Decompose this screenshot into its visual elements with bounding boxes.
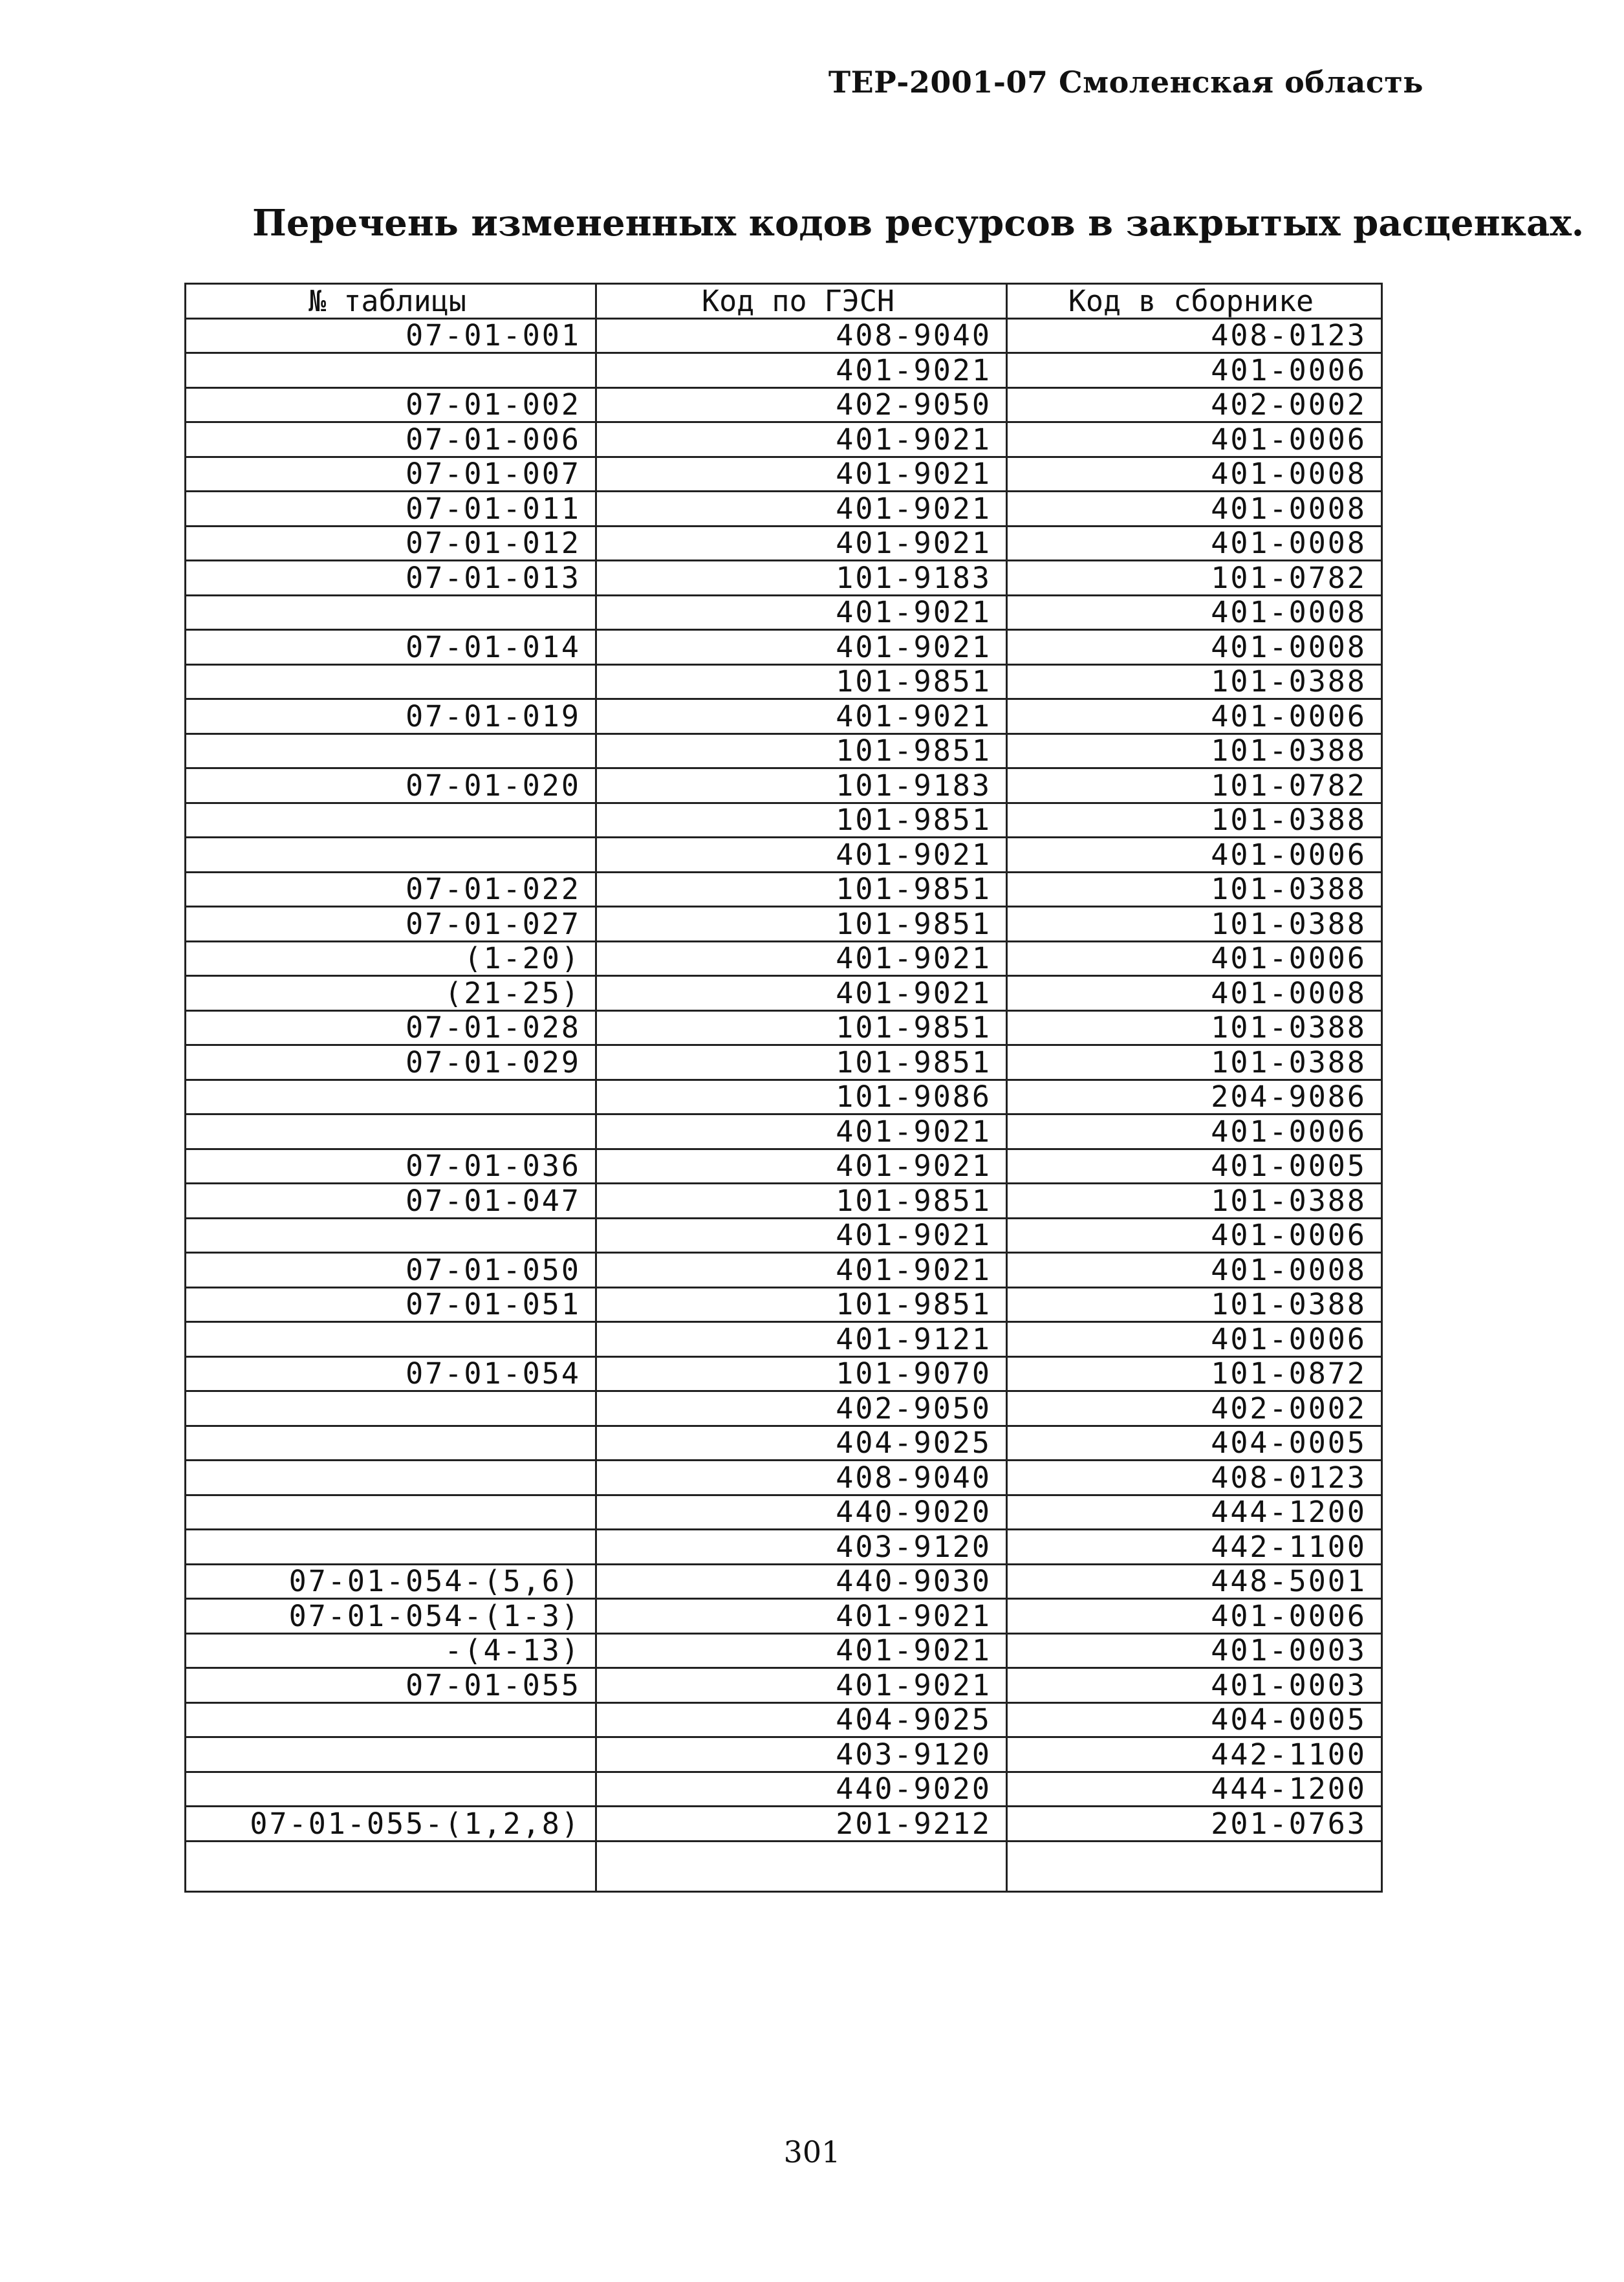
table-number-cell bbox=[186, 1322, 596, 1357]
table-number-cell bbox=[186, 803, 596, 838]
table-row bbox=[186, 699, 1382, 734]
gesn-code-cell: 401-9021 bbox=[596, 838, 1007, 873]
column-header-table-number: № таблицы bbox=[186, 284, 596, 319]
table-number-cell bbox=[186, 1461, 596, 1495]
empty-cell bbox=[1007, 1841, 1382, 1891]
table-number-cell bbox=[186, 1495, 596, 1530]
collection-code-cell: 101-0388 bbox=[1007, 1287, 1382, 1322]
table-row bbox=[186, 1045, 1382, 1080]
table-number-cell: 07-01-012 bbox=[186, 526, 596, 561]
collection-code-cell: 204-9086 bbox=[1007, 1080, 1382, 1114]
collection-code-cell: 401-0008 bbox=[1007, 457, 1382, 492]
table-number-cell: 07-01-055-(1,2,8) bbox=[186, 1807, 596, 1842]
gesn-code-cell: 401-9021 bbox=[596, 976, 1007, 1011]
gesn-code-cell: 401-9021 bbox=[596, 1253, 1007, 1288]
collection-code-cell: 401-0008 bbox=[1007, 492, 1382, 527]
table-number-cell bbox=[186, 734, 596, 768]
table-number-cell: 07-01-001 bbox=[186, 318, 596, 353]
collection-code-cell: 442-1100 bbox=[1007, 1530, 1382, 1565]
table-row bbox=[186, 1702, 1382, 1737]
table-number-cell: 07-01-002 bbox=[186, 387, 596, 422]
gesn-code-cell: 401-9021 bbox=[596, 1114, 1007, 1149]
column-header-gesn-code: Код по ГЭСН bbox=[596, 284, 1007, 319]
gesn-code-cell: 401-9021 bbox=[596, 1149, 1007, 1184]
table-row bbox=[186, 803, 1382, 838]
gesn-code-cell: 404-9025 bbox=[596, 1702, 1007, 1737]
collection-code-cell: 401-0005 bbox=[1007, 1149, 1382, 1184]
table-row bbox=[186, 422, 1382, 457]
table-row bbox=[186, 1807, 1382, 1842]
table-number-cell bbox=[186, 1426, 596, 1461]
gesn-code-cell: 101-9851 bbox=[596, 664, 1007, 699]
table-row bbox=[186, 664, 1382, 699]
collection-code-cell: 401-0003 bbox=[1007, 1633, 1382, 1668]
gesn-code-cell: 101-9851 bbox=[596, 907, 1007, 942]
table-row bbox=[186, 595, 1382, 630]
gesn-code-cell: 401-9021 bbox=[596, 422, 1007, 457]
table-number-cell bbox=[186, 1391, 596, 1426]
collection-code-cell: 401-0006 bbox=[1007, 422, 1382, 457]
collection-code-cell: 401-0003 bbox=[1007, 1668, 1382, 1703]
table-row bbox=[186, 1010, 1382, 1045]
table-row bbox=[186, 1564, 1382, 1599]
table-row bbox=[186, 941, 1382, 976]
table-row bbox=[186, 907, 1382, 942]
table-number-cell: 07-01-054 bbox=[186, 1356, 596, 1391]
collection-code-cell: 101-0782 bbox=[1007, 561, 1382, 596]
collection-code-cell: 101-0388 bbox=[1007, 803, 1382, 838]
table-row bbox=[186, 872, 1382, 907]
table-row bbox=[186, 526, 1382, 561]
table-row bbox=[186, 1668, 1382, 1703]
table-number-cell bbox=[186, 1218, 596, 1253]
gesn-code-cell: 101-9851 bbox=[596, 1184, 1007, 1219]
gesn-code-cell: 201-9212 bbox=[596, 1807, 1007, 1842]
table-row bbox=[186, 1737, 1382, 1772]
gesn-code-cell: 408-9040 bbox=[596, 318, 1007, 353]
table-number-cell bbox=[186, 1702, 596, 1737]
table-row bbox=[186, 1184, 1382, 1219]
collection-code-cell: 401-0008 bbox=[1007, 630, 1382, 665]
gesn-code-cell: 401-9021 bbox=[596, 457, 1007, 492]
table-header-row bbox=[186, 284, 1382, 319]
gesn-code-cell: 440-9030 bbox=[596, 1564, 1007, 1599]
table-row bbox=[186, 1599, 1382, 1634]
collection-code-cell: 401-0006 bbox=[1007, 941, 1382, 976]
collection-code-cell: 401-0006 bbox=[1007, 838, 1382, 873]
table-row bbox=[186, 1114, 1382, 1149]
table-number-cell: 07-01-036 bbox=[186, 1149, 596, 1184]
gesn-code-cell: 408-9040 bbox=[596, 1461, 1007, 1495]
collection-code-cell: 401-0006 bbox=[1007, 1114, 1382, 1149]
table-number-cell: 07-01-013 bbox=[186, 561, 596, 596]
collection-code-cell: 444-1200 bbox=[1007, 1495, 1382, 1530]
column-header-collection-code: Код в сборнике bbox=[1007, 284, 1382, 319]
gesn-code-cell: 401-9021 bbox=[596, 492, 1007, 527]
gesn-code-cell: 403-9120 bbox=[596, 1737, 1007, 1772]
gesn-code-cell: 101-9070 bbox=[596, 1356, 1007, 1391]
gesn-code-cell: 401-9021 bbox=[596, 1218, 1007, 1253]
gesn-code-cell: 101-9851 bbox=[596, 1010, 1007, 1045]
table-row bbox=[186, 1356, 1382, 1391]
collection-code-cell: 401-0008 bbox=[1007, 1253, 1382, 1288]
table-row bbox=[186, 1149, 1382, 1184]
table-number-cell: -(4-13) bbox=[186, 1633, 596, 1668]
collection-code-cell: 402-0002 bbox=[1007, 387, 1382, 422]
table-number-cell: 07-01-020 bbox=[186, 768, 596, 803]
table-number-cell: 07-01-007 bbox=[186, 457, 596, 492]
table-number-cell: (1-20) bbox=[186, 941, 596, 976]
collection-code-cell: 101-0388 bbox=[1007, 664, 1382, 699]
collection-code-cell: 101-0388 bbox=[1007, 1045, 1382, 1080]
gesn-code-cell: 101-9183 bbox=[596, 768, 1007, 803]
gesn-code-cell: 402-9050 bbox=[596, 1391, 1007, 1426]
table-row bbox=[186, 838, 1382, 873]
gesn-code-cell: 401-9021 bbox=[596, 526, 1007, 561]
collection-code-cell: 101-0872 bbox=[1007, 1356, 1382, 1391]
table-row bbox=[186, 457, 1382, 492]
gesn-code-cell: 404-9025 bbox=[596, 1426, 1007, 1461]
collection-code-cell: 448-5001 bbox=[1007, 1564, 1382, 1599]
table-number-cell bbox=[186, 1080, 596, 1114]
collection-code-cell: 101-0388 bbox=[1007, 872, 1382, 907]
table-number-cell: 07-01-054-(1-3) bbox=[186, 1599, 596, 1634]
table-number-cell: 07-01-011 bbox=[186, 492, 596, 527]
collection-code-cell: 404-0005 bbox=[1007, 1702, 1382, 1737]
table-row bbox=[186, 1322, 1382, 1357]
table-number-cell bbox=[186, 595, 596, 630]
table-number-cell: 07-01-054-(5,6) bbox=[186, 1564, 596, 1599]
table-row bbox=[186, 1426, 1382, 1461]
gesn-code-cell: 403-9120 bbox=[596, 1530, 1007, 1565]
gesn-code-cell: 101-9183 bbox=[596, 561, 1007, 596]
table-row bbox=[186, 1253, 1382, 1288]
table-number-cell: 07-01-028 bbox=[186, 1010, 596, 1045]
table-row bbox=[186, 1287, 1382, 1322]
table-row bbox=[186, 630, 1382, 665]
codes-table bbox=[184, 283, 1383, 1893]
collection-code-cell: 402-0002 bbox=[1007, 1391, 1382, 1426]
empty-cell bbox=[596, 1841, 1007, 1891]
gesn-code-cell: 401-9021 bbox=[596, 630, 1007, 665]
table-row bbox=[186, 318, 1382, 353]
gesn-code-cell: 101-9851 bbox=[596, 1045, 1007, 1080]
collection-code-cell: 401-0006 bbox=[1007, 1322, 1382, 1357]
collection-code-cell: 401-0006 bbox=[1007, 1599, 1382, 1634]
collection-code-cell: 101-0388 bbox=[1007, 734, 1382, 768]
collection-code-cell: 442-1100 bbox=[1007, 1737, 1382, 1772]
table-number-cell bbox=[186, 838, 596, 873]
gesn-code-cell: 101-9851 bbox=[596, 1287, 1007, 1322]
table-number-cell: 07-01-006 bbox=[186, 422, 596, 457]
gesn-code-cell: 101-9086 bbox=[596, 1080, 1007, 1114]
collection-code-cell: 401-0008 bbox=[1007, 526, 1382, 561]
empty-cell bbox=[186, 1841, 596, 1891]
table-number-cell bbox=[186, 1772, 596, 1807]
collection-code-cell: 444-1200 bbox=[1007, 1772, 1382, 1807]
table-row bbox=[186, 1530, 1382, 1565]
running-header: ТЕР-2001-07 Смоленская область bbox=[828, 65, 1424, 100]
table-row bbox=[186, 1633, 1382, 1668]
gesn-code-cell: 401-9021 bbox=[596, 595, 1007, 630]
table-number-cell bbox=[186, 353, 596, 388]
table-number-cell: 07-01-029 bbox=[186, 1045, 596, 1080]
gesn-code-cell: 401-9021 bbox=[596, 699, 1007, 734]
table-number-cell bbox=[186, 1737, 596, 1772]
collection-code-cell: 401-0006 bbox=[1007, 1218, 1382, 1253]
gesn-code-cell: 101-9851 bbox=[596, 872, 1007, 907]
table-row-empty bbox=[186, 1841, 1382, 1891]
table-row bbox=[186, 1080, 1382, 1114]
table-number-cell bbox=[186, 1114, 596, 1149]
gesn-code-cell: 401-9021 bbox=[596, 353, 1007, 388]
gesn-code-cell: 440-9020 bbox=[596, 1495, 1007, 1530]
table-row bbox=[186, 1772, 1382, 1807]
table-number-cell: 07-01-027 bbox=[186, 907, 596, 942]
table-row bbox=[186, 1218, 1382, 1253]
gesn-code-cell: 101-9851 bbox=[596, 734, 1007, 768]
gesn-code-cell: 402-9050 bbox=[596, 387, 1007, 422]
table-row bbox=[186, 1391, 1382, 1426]
table-row bbox=[186, 768, 1382, 803]
gesn-code-cell: 401-9121 bbox=[596, 1322, 1007, 1357]
table-number-cell bbox=[186, 664, 596, 699]
document-title: Перечень измененных кодов ресурсов в закрытых расценках. bbox=[252, 202, 1585, 244]
gesn-code-cell: 401-9021 bbox=[596, 1599, 1007, 1634]
table-number-cell: 07-01-022 bbox=[186, 872, 596, 907]
collection-code-cell: 404-0005 bbox=[1007, 1426, 1382, 1461]
table-row bbox=[186, 353, 1382, 388]
table-number-cell: (21-25) bbox=[186, 976, 596, 1011]
collection-code-cell: 401-0006 bbox=[1007, 699, 1382, 734]
collection-code-cell: 408-0123 bbox=[1007, 1461, 1382, 1495]
gesn-code-cell: 101-9851 bbox=[596, 803, 1007, 838]
page-number: 301 bbox=[783, 2135, 841, 2169]
gesn-code-cell: 440-9020 bbox=[596, 1772, 1007, 1807]
table-row bbox=[186, 492, 1382, 527]
collection-code-cell: 401-0008 bbox=[1007, 976, 1382, 1011]
table-number-cell: 07-01-019 bbox=[186, 699, 596, 734]
collection-code-cell: 401-0006 bbox=[1007, 353, 1382, 388]
table-number-cell: 07-01-055 bbox=[186, 1668, 596, 1703]
table-row bbox=[186, 1461, 1382, 1495]
table-number-cell bbox=[186, 1530, 596, 1565]
table-body bbox=[186, 318, 1382, 1891]
collection-code-cell: 101-0388 bbox=[1007, 1184, 1382, 1219]
codes-table-container bbox=[184, 283, 1383, 1893]
collection-code-cell: 101-0388 bbox=[1007, 1010, 1382, 1045]
collection-code-cell: 101-0388 bbox=[1007, 907, 1382, 942]
gesn-code-cell: 401-9021 bbox=[596, 1633, 1007, 1668]
table-number-cell: 07-01-051 bbox=[186, 1287, 596, 1322]
table-row bbox=[186, 561, 1382, 596]
gesn-code-cell: 401-9021 bbox=[596, 941, 1007, 976]
collection-code-cell: 401-0008 bbox=[1007, 595, 1382, 630]
gesn-code-cell: 401-9021 bbox=[596, 1668, 1007, 1703]
table-number-cell: 07-01-014 bbox=[186, 630, 596, 665]
table-number-cell: 07-01-047 bbox=[186, 1184, 596, 1219]
table-row bbox=[186, 1495, 1382, 1530]
table-row bbox=[186, 387, 1382, 422]
collection-code-cell: 201-0763 bbox=[1007, 1807, 1382, 1842]
table-row bbox=[186, 976, 1382, 1011]
collection-code-cell: 101-0782 bbox=[1007, 768, 1382, 803]
table-number-cell: 07-01-050 bbox=[186, 1253, 596, 1288]
table-row bbox=[186, 734, 1382, 768]
collection-code-cell: 408-0123 bbox=[1007, 318, 1382, 353]
